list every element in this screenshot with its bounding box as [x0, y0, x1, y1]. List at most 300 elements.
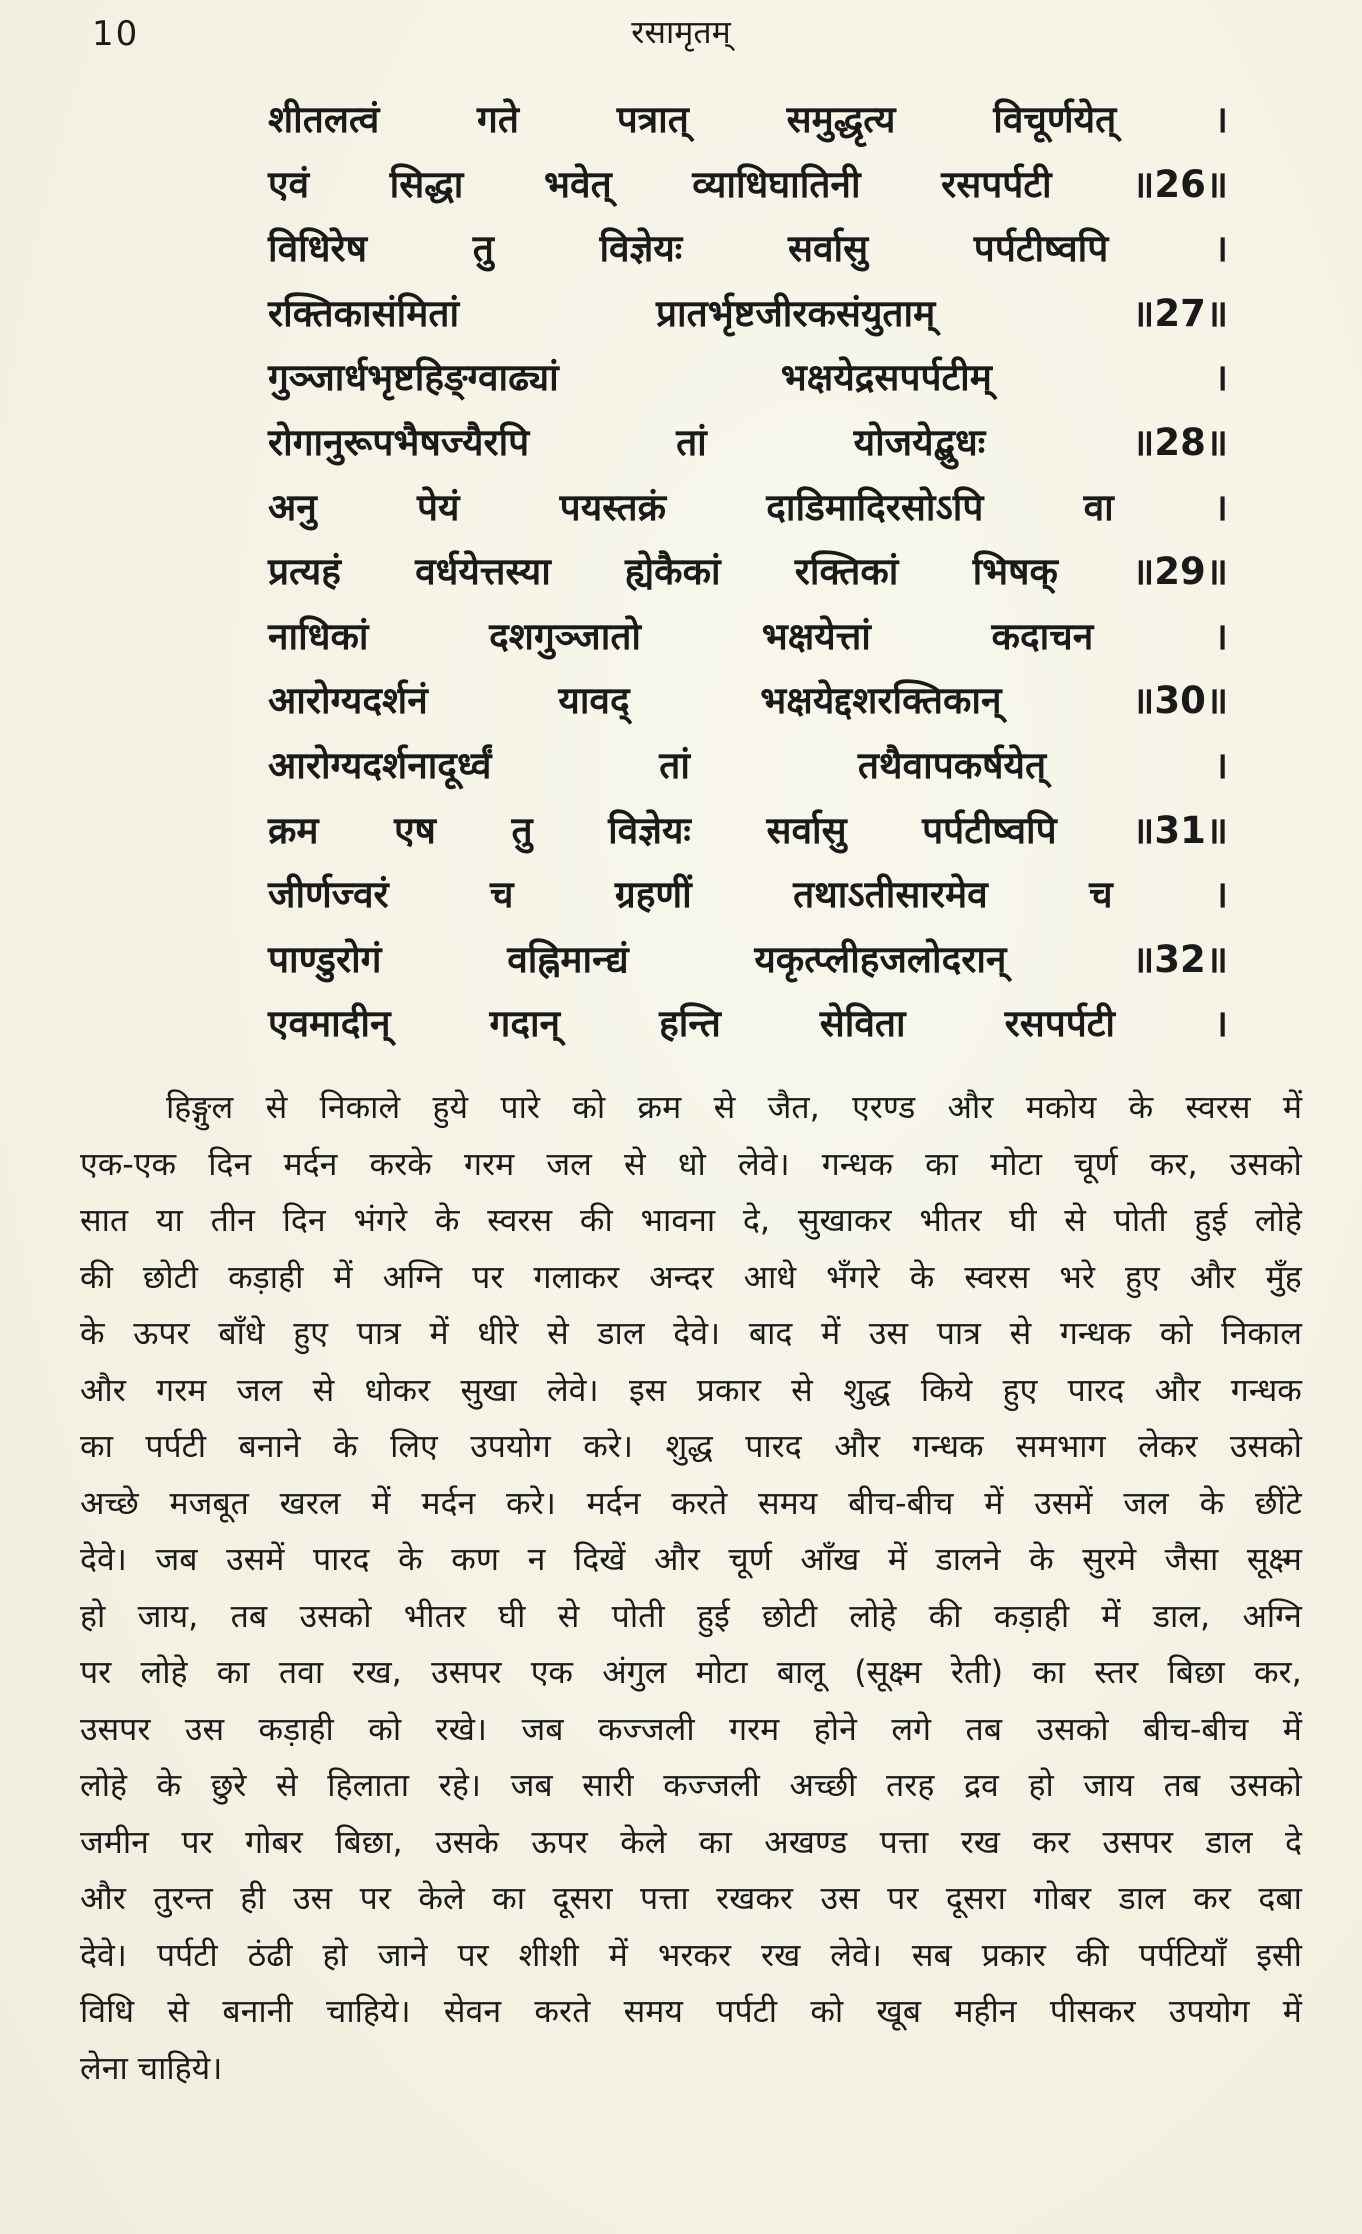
prose-word: गरम [463, 1144, 515, 1183]
prose-word: में [1101, 1596, 1121, 1635]
verse-word: गदान् [489, 1002, 561, 1046]
prose-word: और [834, 1427, 881, 1465]
prose-word: से [557, 1596, 580, 1635]
prose-word: के [1128, 1088, 1154, 1126]
verse-word: । [1213, 614, 1228, 658]
prose-word: की [1075, 1935, 1109, 1974]
verse-word: रक्तिकासंमितां [268, 291, 460, 335]
verse-word: यकृत्प्लीहजलोदरान् [754, 937, 1007, 981]
prose-word: पर [359, 1879, 391, 1917]
prose-word: पत्ता [640, 1879, 689, 1917]
prose-word: चूर्ण [728, 1540, 772, 1578]
verse-word: रोगानुरूपभैषज्यैरपि [268, 420, 530, 464]
verse-word: तु [472, 227, 494, 271]
prose-word: कड़ाही [228, 1257, 304, 1296]
verse-word: पाण्डुरोगं [268, 937, 382, 981]
prose-word: करते [534, 1992, 591, 2030]
prose-word: करके [369, 1144, 432, 1183]
verse-word: शीतलत्वं [268, 98, 380, 141]
verse-word: व्याधिघातिनी [692, 162, 861, 206]
prose-word: तवा [278, 1653, 324, 1691]
verse-word: सिद्धा [389, 162, 464, 206]
prose-word: अखण्ड [764, 1822, 848, 1861]
prose-word: दिन [282, 1201, 326, 1239]
verse-word: तथाऽतीसारमेव [793, 873, 988, 917]
verse-line [268, 738, 1228, 803]
prose-word: खरल [279, 1483, 341, 1522]
verse-word: वा [1083, 485, 1114, 529]
verse-word: एष [394, 808, 436, 852]
verse-line [268, 157, 1228, 222]
prose-word: उस [184, 1709, 225, 1748]
prose-word: उपयोग [1168, 1992, 1250, 2030]
prose-word: से [276, 1766, 298, 1804]
prose-word: ठंढी [247, 1935, 293, 1974]
prose-word: लेवे। [830, 1935, 882, 1974]
prose-word: लोहे [80, 1766, 127, 1804]
prose-word: उस [868, 1314, 909, 1352]
prose-word: की [928, 1596, 962, 1635]
prose-word: हो [322, 1935, 348, 1974]
prose-word: मर्दन [586, 1483, 641, 1522]
prose-word: भीतर [919, 1201, 982, 1239]
prose-word: आधे [743, 1257, 797, 1296]
verse-line [268, 609, 1228, 674]
verse-line [268, 867, 1228, 932]
verse-line [268, 544, 1228, 609]
prose-word: में [608, 1935, 628, 1974]
verse-word: विचूर्णयेत् [993, 98, 1117, 141]
prose-word: जाय [1083, 1766, 1134, 1804]
prose-line [80, 1707, 1302, 1764]
prose-word: समय [623, 1992, 683, 2030]
prose-word: ही [240, 1879, 266, 1917]
prose-word: अग्नि [1242, 1596, 1302, 1635]
prose-word: के [909, 1257, 935, 1296]
prose-word: बाँधे [218, 1314, 265, 1352]
prose-word: विधि [80, 1992, 135, 2030]
verse-word: सर्वासु [766, 808, 847, 852]
prose-line [80, 2046, 1302, 2103]
verse-word: सेविता [819, 1002, 906, 1046]
verse-word: । [1213, 356, 1228, 400]
prose-word: उस [820, 1879, 860, 1917]
prose-word: निकाले [319, 1088, 401, 1126]
prose-word: से [547, 1314, 569, 1352]
prose-word: जल [236, 1370, 283, 1409]
verse-word: भिषक् [972, 550, 1058, 594]
prose-word: अंगुल [602, 1653, 667, 1691]
prose-word: के [434, 1201, 460, 1239]
prose-word: में [1282, 1709, 1302, 1748]
prose-word: तुरन्त [153, 1879, 213, 1917]
prose-word: बनाने [238, 1427, 301, 1465]
prose-word: आँख [800, 1540, 860, 1578]
verse-word: पयस्तक्रं [559, 485, 667, 529]
prose-word: दिन [208, 1144, 252, 1183]
prose-word: तब [230, 1596, 268, 1635]
prose-word: अच्छे [80, 1483, 139, 1522]
prose-word: क्रम [637, 1088, 682, 1126]
prose-word: का [925, 1144, 958, 1183]
prose-word: पर्पटी [156, 1935, 218, 1974]
verse-word: आरोग्यदर्शनादूर्ध्वं [268, 743, 492, 787]
prose-word: तब [965, 1709, 1003, 1748]
verse-line [268, 92, 1228, 157]
prose-word: लेवे। [737, 1144, 790, 1183]
prose-word: पारद [1067, 1370, 1125, 1409]
prose-word: और [80, 1370, 126, 1409]
prose-word: हिलाता [327, 1766, 410, 1804]
prose-line [80, 1311, 1302, 1368]
prose-word: बिछा [1167, 1653, 1225, 1691]
prose-word: स्तर [1094, 1653, 1139, 1691]
prose-word: सात [80, 1201, 129, 1239]
prose-word: से [713, 1088, 736, 1126]
prose-word: को [810, 1992, 844, 2030]
prose-line [80, 1876, 1302, 1933]
prose-line [80, 1368, 1302, 1425]
verse-word: । [1213, 227, 1228, 271]
prose-word: पर [80, 1653, 112, 1691]
prose-word: को [572, 1088, 606, 1126]
prose-word: से [312, 1370, 335, 1409]
prose-word: शीशी [518, 1935, 579, 1974]
prose-word: भरे [1059, 1257, 1095, 1296]
prose-word: शुद्ध [665, 1427, 713, 1465]
prose-word: भावना [640, 1201, 716, 1239]
prose-word: करते [671, 1483, 728, 1522]
prose-word: पर [181, 1822, 213, 1861]
prose-word: उसमें [226, 1540, 285, 1578]
prose-word: देवे। [80, 1935, 127, 1974]
verse-word: । [1213, 743, 1228, 787]
prose-word: घी [1009, 1201, 1037, 1239]
prose-word: हुए [1002, 1370, 1038, 1409]
verse-word: तां [659, 743, 690, 787]
prose-word: तब [1163, 1766, 1201, 1804]
verse-word: च [490, 873, 514, 917]
verse-word: ॥31॥ [1132, 808, 1228, 852]
prose-word: पर्पटी [145, 1427, 207, 1465]
verse-word: कदाचन [991, 614, 1094, 658]
commentary-paragraph [80, 1085, 1302, 2102]
prose-word: मकोय [1025, 1088, 1097, 1126]
prose-word: लिए [390, 1427, 438, 1465]
prose-word: में [887, 1540, 908, 1578]
verse-line [268, 480, 1228, 545]
prose-word: मोटा [990, 1144, 1042, 1183]
prose-word: एक-एक [80, 1144, 177, 1183]
verse-word: सर्वासु [787, 227, 869, 271]
prose-line [80, 1537, 1302, 1594]
prose-word: मर्दन [421, 1483, 476, 1522]
prose-word: का [1032, 1653, 1066, 1691]
prose-word: गन्धक [912, 1427, 984, 1465]
prose-word: पर्पटियाँ [1138, 1935, 1227, 1974]
prose-word: से [1009, 1314, 1032, 1352]
prose-word: सेवन [443, 1992, 502, 2030]
prose-word: उसपर [431, 1653, 502, 1691]
prose-word: न [527, 1540, 546, 1578]
prose-word: गलाकर [533, 1257, 620, 1296]
prose-word: मजबूत [169, 1483, 249, 1522]
prose-word: दूसरा [552, 1879, 613, 1917]
verse-line [268, 286, 1228, 351]
prose-word: के [333, 1427, 358, 1465]
prose-word: समभाग [1016, 1427, 1106, 1465]
prose-word: हुये [432, 1088, 469, 1126]
prose-word: से [624, 1144, 646, 1183]
prose-word: करे। [583, 1427, 634, 1465]
prose-word: किये [920, 1370, 973, 1409]
prose-word: ऊपर [133, 1314, 190, 1352]
verse-word: । [1213, 1002, 1228, 1046]
verse-word: ॥30॥ [1132, 679, 1228, 723]
prose-line [80, 1989, 1302, 2046]
prose-word: और [80, 1879, 126, 1917]
verse-word: प्रातर्भृष्टजीरकसंयुताम् [656, 291, 936, 335]
prose-word: छोटी [142, 1257, 199, 1296]
prose-word: जाने [377, 1935, 428, 1974]
prose-word: एरण्ड [852, 1088, 916, 1126]
prose-word: पात्र [936, 1314, 981, 1352]
prose-word: पारद [313, 1540, 370, 1578]
prose-word: जब [155, 1540, 198, 1578]
prose-word: पर [457, 1935, 489, 1974]
prose-word: और [1154, 1370, 1201, 1409]
prose-word: स्वरस [487, 1201, 553, 1239]
verse-word: विज्ञेयः [608, 808, 691, 852]
prose-word: बिछा, [335, 1822, 403, 1861]
prose-word: देवे। [673, 1314, 721, 1352]
verse-word: दशगुञ्जातो [489, 614, 642, 658]
verse-word: एवं [268, 162, 310, 206]
prose-word: हुए [1125, 1257, 1160, 1296]
prose-word: उसको [1229, 1427, 1302, 1465]
prose-word: धीरे [477, 1314, 519, 1352]
prose-line [80, 1481, 1302, 1538]
prose-word: केले [620, 1822, 667, 1861]
prose-word: दे, [742, 1201, 771, 1239]
prose-word: जब [510, 1766, 553, 1804]
prose-word: मर्दन [283, 1144, 338, 1183]
verse-word: वह्निमान्द्यं [507, 937, 629, 981]
prose-word: की [80, 1257, 113, 1296]
verse-word: पर्पटीष्वपि [922, 808, 1057, 852]
prose-word: धोकर [364, 1370, 431, 1409]
prose-word: गन्धक [1230, 1370, 1302, 1409]
prose-word: छोटी [761, 1596, 818, 1635]
prose-word: चूर्ण [1074, 1144, 1118, 1183]
prose-word: उसको [1229, 1766, 1302, 1804]
verse-word: विधिरेष [268, 227, 368, 271]
prose-word: में [429, 1314, 449, 1352]
prose-word: कर [1193, 1879, 1231, 1917]
prose-word: जाय, [137, 1596, 199, 1635]
prose-word: डाल [1118, 1879, 1166, 1917]
prose-word: जमीन [80, 1822, 149, 1861]
verse-word: ग्रहणीं [614, 873, 692, 917]
prose-word: हो [1028, 1766, 1054, 1804]
prose-word: प्रकार [981, 1935, 1046, 1974]
verse-word: । [1213, 873, 1228, 917]
verse-word: तथैवापकर्षयेत् [857, 743, 1047, 787]
prose-word: पर [887, 1879, 919, 1917]
prose-word: इस [628, 1370, 667, 1409]
verse-line [268, 996, 1228, 1061]
prose-word: लोहे [849, 1596, 897, 1635]
prose-word: रख, [352, 1653, 402, 1691]
verse-word: पर्पटीष्वपि [973, 227, 1109, 271]
verse-word: गते [477, 98, 519, 141]
verse-line [268, 673, 1228, 738]
verse-line [268, 932, 1228, 997]
prose-line [80, 1933, 1302, 1990]
prose-word: बीच-बीच [848, 1483, 954, 1522]
prose-word: सुखा [460, 1370, 517, 1409]
prose-word: रखकर [716, 1879, 794, 1917]
prose-word: चाहिये। [326, 1992, 411, 2030]
verse-block [268, 92, 1228, 1061]
prose-word: पर्पटी [716, 1992, 778, 2030]
prose-word: का [216, 1653, 250, 1691]
prose-word: लेकर [1138, 1427, 1198, 1465]
prose-word: भंगरे [353, 1201, 408, 1239]
prose-word: और [1189, 1257, 1236, 1296]
prose-word: दबा [1258, 1879, 1302, 1917]
prose-word: खूब [876, 1992, 921, 2030]
prose-word: द्रव [964, 1766, 999, 1804]
prose-word: को [368, 1709, 402, 1748]
prose-word: दे [1284, 1822, 1302, 1861]
prose-word: भीतर [403, 1596, 466, 1635]
verse-word: समुद्धृत्य [786, 98, 896, 141]
prose-word: के [398, 1540, 423, 1578]
prose-word: में [333, 1257, 353, 1296]
prose-word: से [1064, 1201, 1086, 1239]
prose-word: कड़ाही [258, 1709, 334, 1748]
prose-word: होने [813, 1709, 857, 1748]
prose-word: बीच-बीच [1143, 1709, 1249, 1748]
verse-word: । [1213, 485, 1228, 529]
prose-word: गन्धक [821, 1144, 893, 1183]
verse-word: क्रम [268, 808, 319, 852]
prose-line [80, 1763, 1302, 1820]
verse-word: एवमादीन् [268, 1002, 391, 1046]
prose-word: गन्धक [1059, 1314, 1132, 1352]
prose-word: का [492, 1879, 526, 1917]
prose-word: उसको [299, 1596, 372, 1635]
prose-word: का [698, 1822, 732, 1861]
prose-word: जैसा [1164, 1540, 1219, 1578]
prose-word: कण [451, 1540, 499, 1578]
prose-word: हुई [1194, 1201, 1228, 1239]
prose-word: शुद्ध [843, 1370, 891, 1409]
prose-word: कज्जली [663, 1766, 760, 1804]
prose-word: में [1282, 1088, 1302, 1126]
prose-line [80, 1255, 1302, 1312]
prose-word: की [579, 1201, 613, 1239]
prose-word: लोहे [140, 1653, 188, 1691]
prose-line [80, 1198, 1302, 1255]
verse-word: ह्येकैकां [625, 550, 721, 594]
prose-word: सुखाकर [797, 1201, 892, 1239]
prose-word: एक [530, 1653, 574, 1691]
prose-word: ऊपर [531, 1822, 588, 1861]
page-number: 10 [92, 14, 140, 54]
prose-word: डाल [1205, 1822, 1253, 1861]
verse-word: रसपर्पटी [1004, 1002, 1115, 1046]
prose-word: के [80, 1314, 105, 1352]
prose-word: पारद [745, 1427, 802, 1465]
prose-word: में [371, 1483, 391, 1522]
prose-word: से [265, 1088, 288, 1126]
prose-word: कड़ाही [993, 1596, 1070, 1635]
prose-word: इसी [1256, 1935, 1302, 1974]
prose-word: चाहिये। [137, 2048, 223, 2087]
prose-word: अग्नि [382, 1257, 443, 1296]
prose-word: मुँह [1265, 1257, 1302, 1296]
prose-word: रख [960, 1822, 1000, 1861]
prose-word: लेवे। [546, 1370, 599, 1409]
verse-word: रसपर्पटी [941, 162, 1052, 206]
prose-word: बनानी [222, 1992, 293, 2030]
verse-line [268, 803, 1228, 868]
prose-word: उसपर [80, 1709, 151, 1748]
prose-word: लगे [891, 1709, 932, 1748]
prose-word: गरम [729, 1709, 780, 1748]
verse-word: वर्धयेत्तस्या [415, 550, 551, 594]
verse-line [268, 350, 1228, 415]
prose-word: उस [293, 1879, 333, 1917]
prose-word: उसको [1229, 1144, 1302, 1183]
prose-word: रहे। [438, 1766, 481, 1804]
prose-line [80, 1594, 1302, 1651]
prose-word: सारी [582, 1766, 634, 1804]
verse-word: जीर्णज्वरं [268, 873, 389, 917]
prose-word: डाल [597, 1314, 645, 1352]
verse-word: रक्तिकां [794, 550, 899, 594]
prose-word: पीसकर [1049, 1992, 1136, 2030]
prose-word: केले [418, 1879, 465, 1917]
prose-word: के [1029, 1540, 1054, 1578]
prose-word: हिङ्गुल [166, 1088, 234, 1126]
prose-word: में [984, 1483, 1004, 1522]
prose-word: पोती [611, 1596, 665, 1635]
prose-word: और [947, 1088, 994, 1126]
verse-word: विज्ञेयः [599, 227, 683, 271]
prose-word: जब [521, 1709, 564, 1748]
prose-word: भँगरे [826, 1257, 880, 1296]
prose-word: सुरमे [1082, 1540, 1137, 1578]
prose-word: धो [677, 1144, 706, 1183]
running-title: रसामृतम् [631, 13, 731, 51]
verse-word: पत्रात् [616, 98, 689, 141]
prose-word: निकाल [1221, 1314, 1302, 1352]
verse-word: यावद् [558, 679, 630, 723]
prose-word: कर [1032, 1822, 1071, 1861]
prose-word: रेती) [950, 1653, 1004, 1691]
prose-word: (सूक्ष्म [854, 1653, 922, 1691]
prose-line [80, 1820, 1302, 1877]
verse-word: ॥26॥ [1132, 162, 1228, 206]
prose-word: जैत, [767, 1088, 820, 1126]
prose-word: अन्दर [649, 1257, 714, 1296]
prose-word: छुरे [210, 1766, 247, 1804]
verse-word: भक्षयेद्दशरक्तिकान् [760, 679, 1002, 723]
prose-word: सब [911, 1935, 952, 1974]
